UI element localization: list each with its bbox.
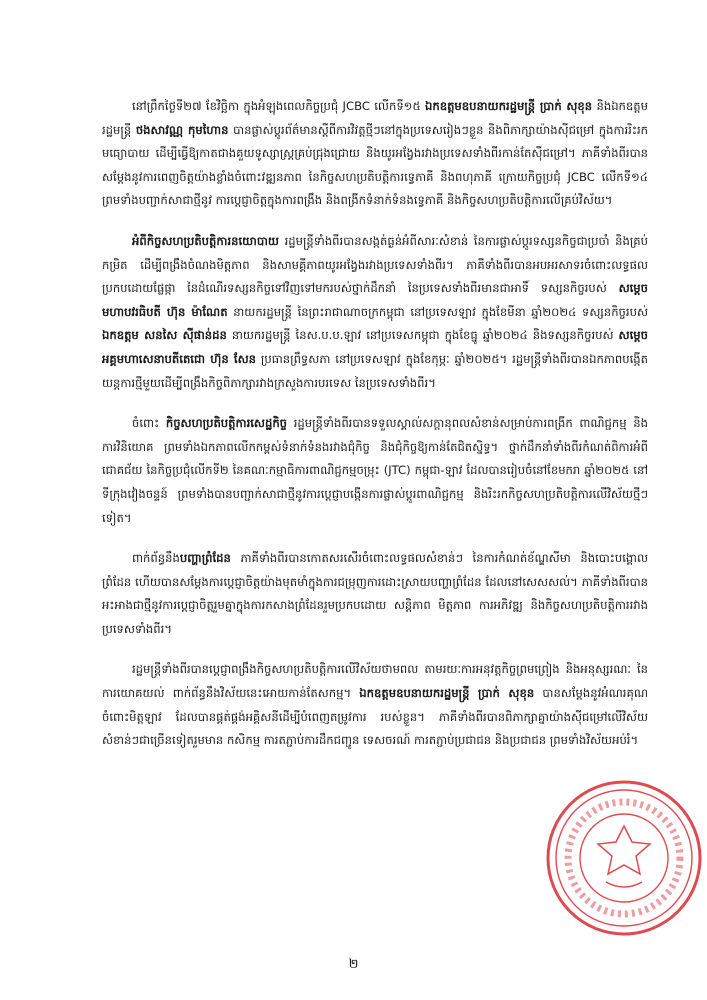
bold-run: ឯកឧត្តម សនសៃ ស៊ីផាន់ដន: [102, 328, 227, 343]
bold-run: ឯកឧត្តមឧបនាយករដ្ឋមន្ត្រី ប្រាក់ សុខុន: [359, 686, 535, 701]
bold-run: ឯកឧត្តមឧបនាយករដ្ឋមន្ត្រី ប្រាក់ សុខុន: [425, 99, 593, 113]
bold-run: ថងសាវណ្ណ កុមហៃាន: [135, 122, 229, 137]
paragraph-energy-cooperation: [102, 658, 648, 752]
text-run: ចំពោះ: [132, 416, 166, 431]
text-run: នាយករដ្ឋមន្ត្រី នៃព្រះរាជាណាចក្រកម្ពុជា នៅប្រទេសឡាវ ក្នុងខែមីនា ឆ្នាំ២០២៤ ទស្សនកិច្ចរបស់: [227, 304, 648, 319]
bold-run: អំពីកិច្ចសហប្រតិបត្តិការនយោបាយ: [132, 233, 279, 248]
bold-run: សម្តេចអគ្គមហាសេនាបតីតេជោ ហ៊ុន សែន: [102, 328, 648, 366]
text-run: ភាគីទាំងពីរបានកោតសរសើរចំពោះលទ្ធផលសំខាន់ៗ នៃការកំណត់ខ័ណ្ឌសីមា និងបោះបង្គោលព្រំដែន ហើយបានសម្តែងការប្តេជ្ញាចិត្តយ៉ាងមុតមាំក្នុងការជម្រុញការដោះស្រាយបញ្ហាព្រំដែន ដែលនៅសេសសល់។ ភាគីទាំងពីរបានអះអាងជាថ្មីនូវការប្តេជ្ញាចិត្តរួមគ្នាក្នុងការកសាងព្រំដែនរួមប្រកបដោយ សន្តិភាព មិត្តភាព ការអភិវឌ្ឍ និងកិច្ចសហប្រតិបត្តិការរវាងប្រទេសទាំងពីរ។: [102, 551, 648, 636]
text-run: រដ្ឋមន្ត្រីទាំងពីរបានប្តេជ្ញាពង្រឹងកិច្ចសហប្រតិបត្តិការលើវិស័យថាមពល តាមរយៈការអនុវត្តកិច្ចព្រមព្រៀង និងអនុស្សរណៈ នៃការយោគយល់ ពាក់ព័ន្ធនឹងវិស័យនេះអោយកាន់តែសកម្ម។: [102, 662, 648, 701]
paragraph-political-cooperation: [102, 230, 648, 395]
text-run: ប្រធានព្រឹទ្ធសភា នៅប្រទេសឡាវ ក្នុងខែកុម្ភៈ ឆ្នាំ២០២៥។ រដ្ឋមន្ត្រីទាំងពីរបានឯកភាពបង្កើតយន្តការថ្មីមួយដើម្បីពង្រឹងកិច្ចពិភាក្សារវាងក្រសួងការបរទេស នៃប្រទេសទាំងពីរ។: [102, 351, 648, 390]
text-run: នៅព្រឹកថ្ងៃទី២៧ ខែវិច្ឆិកា ក្នុងអំឡុងពេលកិច្ចប្រជុំ JCBC លើកទី១៥: [132, 99, 425, 113]
text-run: រដ្ឋមន្ត្រីទាំងពីរបានសង្កត់ធ្ងន់អំពីសារៈសំខាន់ នៃការផ្លាស់ប្តូរទស្សនកិច្ចជាប្រចាំ និងគ្រប់កម្រិត ដើម្បីពង្រឹងចំណងមិត្តភាព និងសាមគ្គីភាពយូរអង្វែងរវាងប្រទេសទាំងពីរ។ ភាគីទាំងពីរបានអបអរសាទរចំពោះលទ្ធផលប្រកបដោយផ្លែផ្កា នៃដំណើរទស្សនកិច្ចទៅវិញទៅមករបស់ថ្នាក់ដឹកនាំ នៃប្រទេសទាំងពីរមានជាអាទិ៍ ទស្សនកិច្ចរបស់: [102, 233, 648, 296]
bold-run: កិច្ចសហប្រតិបត្តិការសេដ្ឋកិច្ច: [165, 416, 288, 431]
text-run: បានផ្លាស់ប្តូរព័ត៌មានស្តីពីការវិវត្តថ្មីៗនៅក្នុងប្រទេសរៀងៗខ្លួន និងពិភាក្សាយ៉ាងស៊ីជម្រៅ ក្នុងការរិះរកមធ្យោបាយ ដើម្បីធ្វើឱ្យកាតជាងគួយទូស្សាស្ត្រគ្រប់ជ្រុងជ្រោយ និងយូរអង្វែងរវាងប្រទេសទាំងពីរកាន់តែស៊ីជម្រៅ។ ភាគីទាំងពីរបានសម្តែងនូវការពេញចិត្តយ៉ាងខ្លាំងចំពោះវឌ្ឍនភាព នៃកិច្ចសហប្រតិបត្តិការទ្វេភាគី និងពហុភាគី ក្រោយកិច្ចប្រជុំ JCBC លើកទី១៤ ព្រមទាំងបញ្ជាក់សាជាថ្មីនូវ ការប្តេជ្ញាចិត្តក្នុងការពង្រឹង និងពង្រីកទំនាក់ទំនងទ្វេភាគី និងកិច្ចសហប្រតិបត្តិការលើគ្រប់វិស័យ។: [102, 122, 648, 208]
paragraph-economic-cooperation: [102, 412, 648, 530]
document-body: [102, 95, 648, 770]
text-run: និងឯកឧត្តមរដ្ឋមន្ត្រី: [102, 99, 648, 137]
bold-run: សម្តេចមហាបវរធិបតី ហ៊ុន ម៉ាណែត: [102, 281, 648, 319]
official-seal-stamp: [544, 778, 704, 938]
text-run: បានសម្តែងនូវអំណរគុណចំពោះមិត្តឡាវ ដែលបានផ្គត់ផ្គង់អគ្គិសនីដើម្បីបំពេញតម្រូវការ របស់ខ្លួន។ ភាគីទាំងពីរបានពិភាក្សាគ្នាយ៉ាងស៊ីជម្រៅលើវិស័យសំខាន់ៗជាច្រើនទៀតរួមមាន កសិកម្ម ការតភ្ជាប់ការដឹកជញ្ជូន ទេសចរណ៍ ការតភ្ជាប់ប្រជាជន និងប្រជាជន ព្រមទាំងវិស័យអប់រំ។: [102, 686, 648, 748]
text-run: រដ្ឋមន្ត្រីទាំងពីរបានទទួលស្គាល់សក្តានុពលសំខាន់សម្រាប់ការពង្រីក ពាណិជ្ជកម្ម និងការវិនិយោគ ព្រមទាំងឯកភាពលើកកម្ពស់ទំនាក់ទំនងរវាងជុំកិច្ច និងជុំកិច្ចឱ្យកាន់តែជិតស្និទ្ធ។ ថ្នាក់ដឹកនាំទាំងពីរកំណត់ពិការអំពីជោគជ័យ នៃកិច្ចប្រជុំលើកទី២ នៃគណៈកម្មាធិការពាណិជ្ជកម្មចម្រុះ (JTC) កម្ពុជា-ឡាវ ដែលបានរៀបចំនៅខែមករា ឆ្នាំ២០២៥ នៅទីក្រុងវៀងចន្ទន៍ ព្រមទាំងបានបញ្ជាក់សាជាថ្មីនូវការប្តេជ្ញាបង្កើនការផ្លាស់ប្តូរពាណិជ្ជកម្ម និងរិះរកកិច្ចសហប្រតិបត្តិការលើវិស័យថ្មីៗទៀត។: [102, 416, 648, 525]
text-run: នាយករដ្ឋមន្ត្រី នៃស.ប.ប.ឡាវ នៅប្រទេសកម្ពុជា ក្នុងខែធ្នូ ឆ្នាំ២០២៤ និងទស្សនកិច្ចរបស់: [226, 328, 619, 343]
bold-run: បញ្ហាព្រំដែន: [179, 551, 231, 566]
paragraph-jcbc-meeting: [102, 95, 648, 213]
text-run: ពាក់ព័ន្ធនឹង: [132, 551, 180, 566]
page-number: ២: [348, 957, 359, 972]
paragraph-border-issues: [102, 547, 648, 641]
